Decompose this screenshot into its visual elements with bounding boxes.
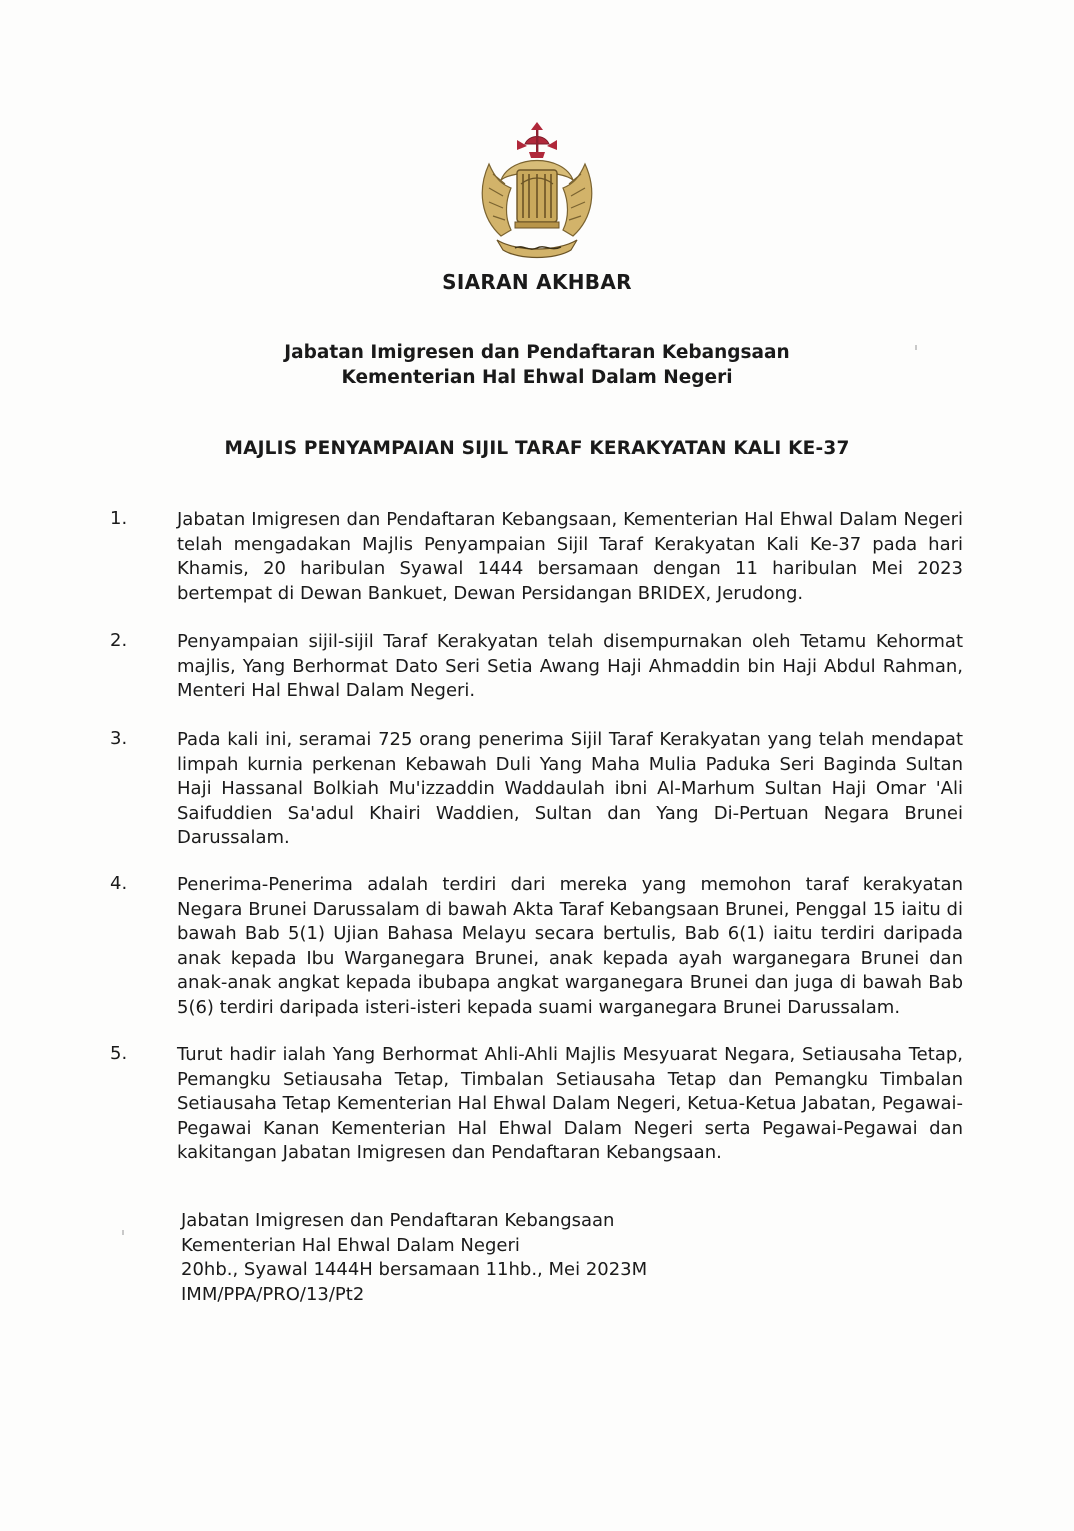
press-release-subject: MAJLIS PENYAMPAIAN SIJIL TARAF KERAKYATAN KALI KE-37 [224,438,850,459]
paragraph-text: Penyampaian sijil-sijil Taraf Kerakyatan telah disempurnakan oleh Tetamu Kehormat majlis, Yang Berhormat Dato Seri Setia Awang Haji Ahmaddin bin Haji Abdul Rahman, Menteri Hal Ehwal Dalam Negeri. [177,631,963,701]
paragraph-3 [110,728,963,851]
footer-date: 20hb., Syawal 1444H bersamaan 11hb., Mei 2023M [181,1259,648,1280]
paragraph-text: Penerima-Penerima adalah terdiri dari mereka yang memohon taraf kerakyatan Negara Brunei Darussalam di bawah Akta Taraf Kebangsaan Brunei, Penggal 15 iaitu di bawah Bab 5(1) Ujian Bahasa Melayu secara bertulis, Bab 6(1) iaitu terdiri daripada anak kepada Ibu Warganegara Brunei, anak kepada ayah warganegara Brunei dan anak-anak angkat kepada ibubapa angkat warganegara Brunei dan juga di bawah Bab 5(6) terdiri daripada isteri-isteri kepada suami warganegara Brunei Darussalam. [177,874,963,1018]
paragraph-text: Turut hadir ialah Yang Berhormat Ahli-Ahli Majlis Mesyuarat Negara, Setiausaha Tetap, Pemangku Setiausaha Tetap, Timbalan Setiausaha Tetap dan Pemangku Timbalan Setiausaha Tetap Kementerian Hal Ehwal Dalam Negeri, Ketua-Ketua Jabatan, Pegawai-Pegawai Kanan Kementerian Hal Ehwal Dalam Negeri serta Pegawai-Pegawai dan kakitangan Jabatan Imigresen dan Pendaftaran Kebangsaan. [177,1044,964,1163]
paragraph-text: Jabatan Imigresen dan Pendaftaran Kebangsaan, Kementerian Hal Ehwal Dalam Negeri telah mengadakan Majlis Penyampaian Sijil Taraf Kerakyatan Kali Ke-37 pada hari Khamis, 20 haribulan Syawal 1444 bersamaan dengan 11 haribulan Mei 2023 bertempat di Dewan Bankuet, Dewan Persidangan BRIDEX, Jerudong. [177,509,963,604]
paragraph-text: Pada kali ini, seramai 725 orang penerima Sijil Taraf Kerakyatan yang telah mendapat limpah kurnia perkenan Kebawah Duli Yang Maha Mulia Paduka Seri Baginda Sultan Haji Hassanal Bolkiah Mu'izzaddin Waddaulah ibni Al-Marhum Sultan Haji Omar 'Ali Saifuddien Sa'adul Khairi Waddien, Sultan dan Yang Di-Pertuan Negara Brunei Darussalam. [177,729,963,848]
paragraph-4 [110,873,963,1020]
paragraph-number: 3. [110,728,128,749]
paragraph-2 [110,630,963,704]
ministry-name: Kementerian Hal Ehwal Dalam Negeri [341,367,733,388]
paragraph-number: 1. [110,508,128,529]
paragraph-number: 4. [110,873,128,894]
paragraph-1 [110,508,963,606]
department-name: Jabatan Imigresen dan Pendaftaran Kebangsaan [284,342,790,363]
scan-speck [915,345,917,350]
paragraph-number: 2. [110,630,128,651]
paragraph-5 [110,1043,963,1166]
scan-speck [122,1230,124,1235]
paragraph-number: 5. [110,1043,128,1064]
footer-reference: IMM/PPA/PRO/13/Pt2 [181,1283,365,1305]
footer-ministry: Kementerian Hal Ehwal Dalam Negeri [181,1234,520,1256]
footer-department: Jabatan Imigresen dan Pendaftaran Kebangsaan [181,1210,615,1231]
page-title: SIARAN AKHBAR [442,270,632,294]
signature-block [181,1209,647,1307]
brunei-crest-icon [471,118,603,260]
